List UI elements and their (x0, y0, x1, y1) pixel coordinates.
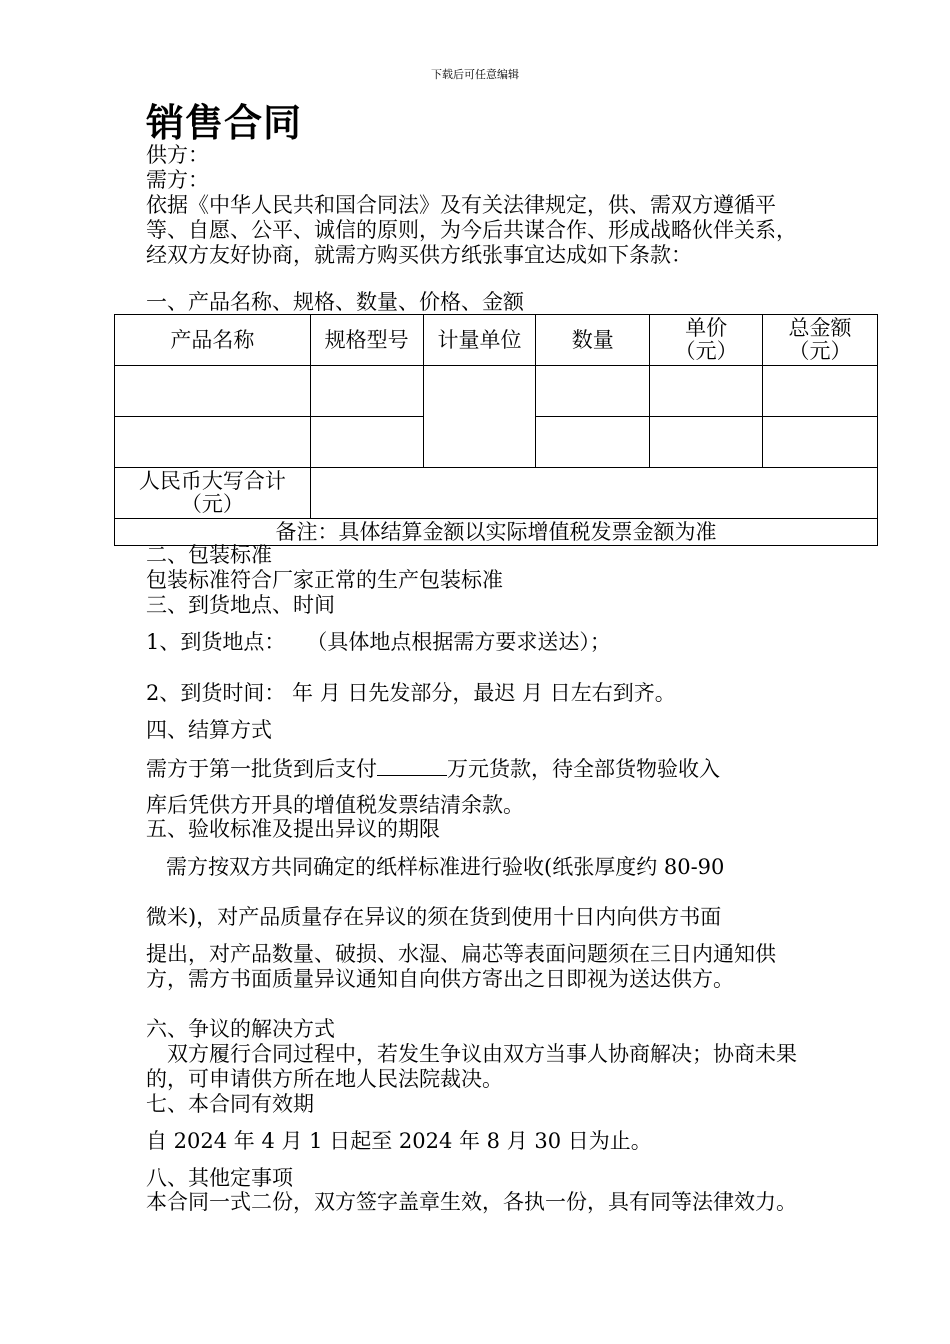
section3-item1: 1、到货地点： （具体地点根据需方要求送达）； (146, 630, 611, 654)
remark-cell: 备注：具体结算金额以实际增值税发票金额为准 (115, 519, 878, 546)
section2-heading: 二、包装标准 (146, 543, 272, 567)
document-title: 销售合同 (146, 101, 303, 145)
section6-text: 双方履行合同过程中，若发生争议由双方当事人协商解决；协商未果的，可申请供方所在地人民法院裁决。 (146, 1042, 797, 1091)
header-total-amount (763, 315, 878, 366)
table-cell (115, 417, 311, 468)
total-label-line2: （元） (180, 492, 244, 516)
table-cell (310, 366, 423, 417)
table-cell (763, 417, 878, 468)
section4-text-a: 需方于第一批货到后支付 (146, 757, 377, 781)
total-label-line1: 人民币大写合计 (138, 469, 286, 493)
header-unit-price (650, 315, 763, 366)
header-total-line2: （元） (788, 339, 852, 363)
product-table (114, 314, 878, 546)
table-cell (115, 366, 311, 417)
page-header-note: 下载后可任意编辑 (431, 68, 519, 81)
header-unit-price-line1: 单价 (685, 316, 728, 340)
header-spec: 规格型号 (310, 315, 423, 366)
table-cell (763, 366, 878, 417)
header-unit: 计量单位 (423, 315, 536, 366)
total-value-cell (310, 468, 877, 519)
section5-line1: 需方按双方共同确定的纸样标准进行验收(纸张厚度约 80-90 (166, 855, 725, 879)
section7-text: 自 2024 年 4 月 1 日起至 2024 年 8 月 30 日为止。 (146, 1129, 652, 1153)
table-remark-row (115, 519, 878, 546)
header-quantity: 数量 (536, 315, 650, 366)
table-cell (310, 417, 423, 468)
section5-heading: 五、验收标准及提出异议的期限 (146, 817, 440, 841)
section4-heading: 四、结算方式 (146, 718, 272, 742)
buyer-label: 需方： (146, 168, 209, 192)
payment-amount-blank (377, 755, 447, 776)
section3-heading: 三、到货地点、时间 (146, 593, 335, 617)
header-product-name: 产品名称 (115, 315, 311, 366)
section5-line3: 提出，对产品数量、破损、水湿、扁芯等表面问题须在三日内通知供方，需方书面质量异议通知自向供方寄出之日即视为送达供方。 (146, 942, 776, 991)
section5-line2: 微米)，对产品质量存在异议的须在货到使用十日内向供方书面 (146, 905, 722, 929)
total-label-cell (115, 468, 311, 519)
table-cell (650, 366, 763, 417)
table-cell (650, 417, 763, 468)
table-cell (536, 417, 650, 468)
header-unit-price-line2: （元） (674, 339, 738, 363)
table-total-row (115, 468, 878, 519)
intro-paragraph: 依据《中华人民共和国合同法》及有关法律规定，供、需双方遵循平等、自愿、公平、诚信的原则，为今后共谋合作、形成战略伙伴关系，经双方友好协商，就需方购买供方纸张事宜达成如下条款： (146, 193, 797, 267)
section6-heading: 六、争议的解决方式 (146, 1017, 335, 1041)
section3-item2: 2、到货时间： 年 月 日先发部分，最迟 月 日左右到齐。 (146, 681, 676, 705)
section1-heading: 一、产品名称、规格、数量、价格、金额 (146, 290, 524, 314)
supplier-label: 供方： (146, 143, 209, 167)
section4-line1 (146, 755, 816, 782)
table-cell-merged (423, 366, 536, 468)
section7-heading: 七、本合同有效期 (146, 1092, 314, 1116)
section4-line2: 库后凭供方开具的增值税发票结清余款。 (146, 793, 524, 817)
section8-heading: 八、其他定事项 (146, 1166, 293, 1190)
section2-text: 包装标准符合厂家正常的生产包装标准 (146, 568, 503, 592)
section4-text-b: 万元货款，待全部货物验收入 (447, 757, 720, 781)
table-cell (536, 366, 650, 417)
header-total-line1: 总金额 (788, 316, 852, 340)
section8-text: 本合同一式二份，双方签字盖章生效，各执一份，具有同等法律效力。 (146, 1190, 797, 1214)
table-header-row (115, 315, 878, 366)
table-row (115, 366, 878, 417)
